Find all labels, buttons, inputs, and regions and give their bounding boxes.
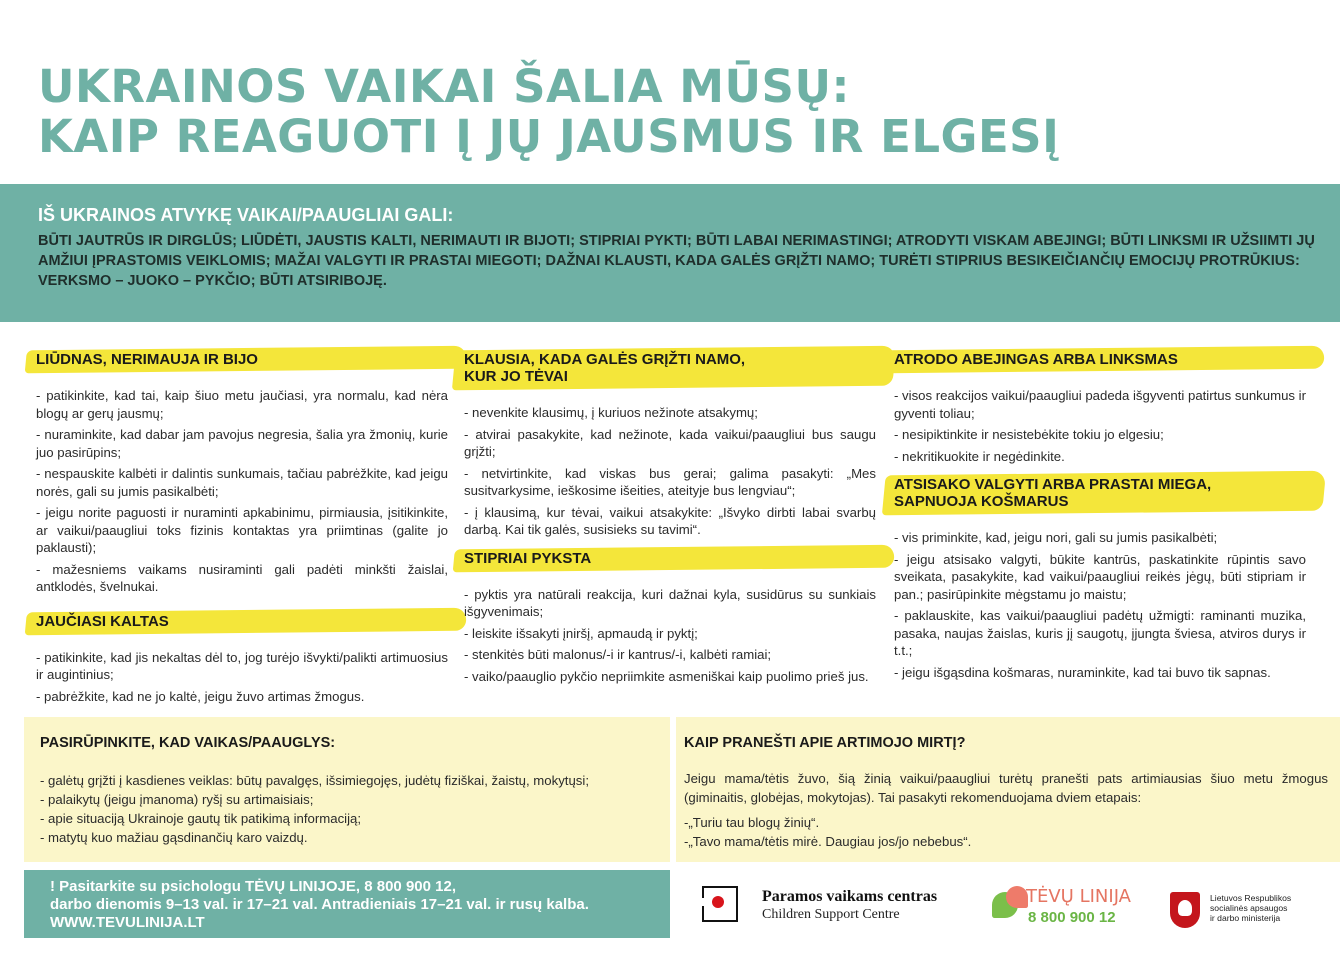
list-item: - nesipiktinkite ir nesistebėkite tokiu jo elgesiu; [894, 427, 1164, 442]
list-item: - leiskite išsakyti įniršį, apmaudą ir pyktį; [464, 625, 698, 641]
column-1 [36, 340, 448, 709]
list-item: -„Tavo mama/tėtis mirė. Daugiau jos/jo nebebus“. [684, 834, 972, 849]
list-indifferent [894, 387, 1306, 465]
list-refuses-food [894, 529, 1306, 681]
intro-band [0, 184, 1340, 322]
support-centre-subtitle: Children Support Centre [762, 907, 900, 922]
list-item: - apie situaciją Ukrainoje gautų tik patikimą informaciją; [40, 811, 362, 826]
support-centre-logo [700, 882, 960, 926]
list-guilty [36, 649, 448, 706]
list-item: - pabrėžkite, kad ne jo kaltė, jeigu žuvo artimas žmogus. [36, 688, 365, 704]
list-item: - matytų kuo mažiau gąsdinančių karo vaizdų. [40, 830, 308, 845]
contact-website-link[interactable]: WWW.TEVULINIJA.LT [50, 914, 205, 931]
intro-heading: IŠ UKRAINOS ATVYKĘ VAIKAI/PAAUGLIAI GALI: [38, 205, 454, 225]
list-angry [464, 586, 876, 686]
column-2 [464, 340, 876, 689]
list-item: - pyktis yra natūrali reakcija, kuri dažnai kyla, susidūrus su sunkiais išgyvenimais; [464, 586, 876, 619]
list-item: - nespauskite kalbėti ir dalintis sunkumais, tačiau pabrėžkite, kad jeigu norės, gali su jumis pasikalbėti; [36, 466, 448, 499]
coat-of-arms-icon [1170, 892, 1200, 928]
contact-line-2: darbo dienomis 9–13 val. ir 17–21 val. Antradieniais 17–21 val. ir rusų kalba. [50, 896, 589, 913]
list-item: - stenkitės būti malonus/-i ir kantrus/-i, kalbėti ramiai; [464, 647, 772, 662]
title-line-2: KAIP REAGUOTI Į JŲ JAUSMUS IR ELGESĮ [38, 110, 1060, 163]
death-news-title: KAIP PRANEŠTI APIE ARTIMOJO MIRTĮ? [684, 735, 966, 751]
list-item: - visos reakcijos vaikui/paaugliui padeda išgyventi patirtus sunkumus ir gyventi toliau; [894, 388, 1306, 421]
care-box [24, 717, 670, 862]
list-item: - patikinkite, kad jis nekaltas dėl to, jog turėjo išvykti/palikti artimuosius ir augintinius; [36, 649, 448, 682]
title-line-1: UKRAINOS VAIKAI ŠALIA MŪSŲ: [38, 60, 850, 113]
list-sad [36, 387, 448, 596]
list-item: - į klausimą, kur tėvai, vaikui atsakykite: „Išvyko dirbti labai svarbų darbą. Kai tik galės, susisieks su tavimi“. [464, 504, 876, 537]
death-news-quotes [684, 813, 971, 851]
list-item: - atvirai pasakykite, kad nežinote, kada vaikui/paaugliui bus saugu grįžti; [464, 426, 876, 459]
care-list [40, 771, 665, 847]
red-dot-icon [712, 896, 724, 908]
list-item: - palaikytų (jeigu įmanoma) ryšį su artimaisiais; [40, 792, 314, 807]
ministry-logo [1170, 890, 1330, 930]
list-item: - netvirtinkite, kad viskas bus gerai; galima pasakyti: „Mes susitvarkysime, ieškosime išeities, ateityje bus lengviau“; [464, 465, 876, 498]
list-item: - nuraminkite, kad dabar jam pavojus negresia, šalia yra žmonių, kurie juo pasirūpins; [36, 427, 448, 460]
list-item: - vis priminkite, kad, jeigu nori, gali su jumis pasikalbėti; [894, 530, 1218, 545]
list-item: - patikinkite, kad tai, kaip šiuo metu jaučiasi, yra normalu, kad nėra blogų ar gerų jausmų; [36, 388, 448, 421]
list-item: - paklauskite, kas vaikui/paaugliui padėtų užmigti: raminanti muzika, pasaka, naujas žaislas, kuris jį saugotų, įjungta šviesa, atviros durys ir t.t.; [894, 608, 1306, 658]
support-centre-name: Paramos vaikams centras [762, 888, 938, 905]
ministry-name: Lietuvos Respublikos socialinės apsaugos ir darbo ministerija [1210, 893, 1292, 923]
list-item: - galėtų grįžti į kasdienes veiklas: būtų pavalgęs, išsimiegojęs, judėtų fiziškai, žaistų, mokytųsi; [40, 773, 589, 788]
care-box-title: PASIRŪPINKITE, KAD VAIKAS/PAAUGLYS: [40, 735, 336, 751]
section-heading-indifferent: ATRODO ABEJINGAS ARBA LINKSMAS [888, 348, 1306, 371]
intro-text: BŪTI JAUTRŪS IR DIRGLŪS; LIŪDĖTI, JAUSTIS KALTI, NERIMAUTI IR BIJOTI; STIPRIAI PYKTI; BŪTI LABAI NERIMASTINGI; ATRODYTI VISKAM ABEJINGI; BŪTI LINKSMI IR UŽSIIMTI JŲ AMŽIUI ĮPRASTOMIS VEIKLOMIS; MAŽAI VALGYTI IR PRASTAI MIEGOTI; DAŽNAI KLAUSTI, KADA GALĖS GRĮŽTI NAMO; TURĖTI STIPRIUS BESIKEIČIANČIŲ EMOCIJŲ PROTRŪKIUS: VERKSMO – JUOKO – PYKČIO; BŪTI ATSIRIBOJĘ. [38, 233, 1315, 289]
list-item: - nevenkite klausimų, į kuriuos nežinote atsakymų; [464, 405, 758, 420]
list-item: - nekritikuokite ir negėdinkite. [894, 448, 1065, 464]
death-news-paragraph: Jeigu mama/tėtis žuvo, šią žinią vaikui/paaugliui turėtų pranešti pats artimiausias šiuo metu žmogus (giminaitis, globėjas, mokytojas). Tai pasakyti rekomenduojama dviem etapais: [684, 771, 1328, 805]
section-heading-asks-home: KLAUSIA, KADA GALĖS GRĮŽTI NAMO, KUR JO TĖVAI [458, 348, 876, 388]
contact-line-1: ! Pasitarkite su psichologu TĖVŲ LINIJOJE, 8 800 900 12, [50, 878, 456, 895]
list-item: - jeigu norite paguosti ir nuraminti apkabinimu, pirmiausia, įsitikinkite, ar vaikui/paaugliui toks fizinis kontaktas yra priimtinas (galite jo paklausti); [36, 505, 448, 555]
section-heading-sad: LIŪDNAS, NERIMAUJA IR BIJO [30, 348, 448, 371]
column-3 [894, 340, 1306, 685]
list-item: - jeigu išgąsdina košmaras, nuraminkite, kad tai buvo tik sapnas. [894, 664, 1271, 680]
speech-bubble-coral-icon [1006, 886, 1028, 908]
section-heading-angry: STIPRIAI PYKSTA [458, 547, 876, 570]
list-item: - vaiko/paauglio pykčio nepriimkite asmeniškai kaip puolimo prieš jus. [464, 668, 869, 684]
contact-band [24, 870, 670, 938]
parents-line-logo [990, 884, 1130, 932]
list-item: - jeigu atsisako valgyti, būkite kantrūs, paskatinkite rūpintis savo sveikata, pasakykite, kad vaikui/paaugliui reikės jėgų, būti stipriam ir pan.; pasirūpinkite mėgstamu jo maistu; [894, 551, 1306, 602]
list-item: -„Turiu tau blogų žinių“. [684, 815, 820, 830]
section-heading-refuses-food: ATSISAKO VALGYTI ARBA PRASTAI MIEGA, SAPNUOJA KOŠMARUS [888, 473, 1306, 513]
parents-line-phone: 8 800 900 12 [1028, 909, 1116, 926]
death-news-box [676, 717, 1340, 862]
list-item: - mažesniems vaikams nusiraminti gali padėti minkšti žaislai, antklodės, švelnukai. [36, 561, 448, 594]
list-asks-home [464, 404, 876, 539]
page-title [38, 62, 1318, 162]
parents-line-name: TĖVŲ LINIJA [1026, 886, 1131, 907]
section-heading-guilty: JAUČIASI KALTAS [30, 610, 448, 633]
